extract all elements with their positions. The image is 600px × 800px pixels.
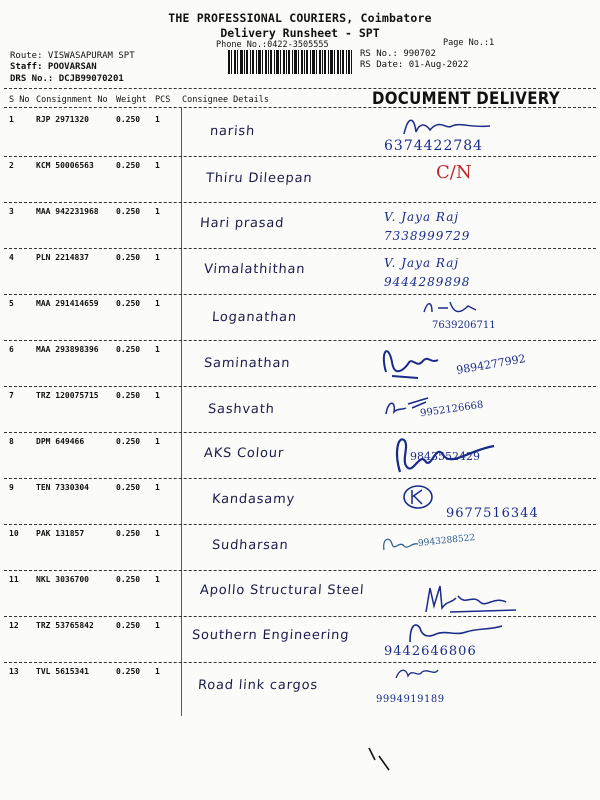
consignment-cell: TRZ 53765842 — [36, 621, 94, 630]
col-consignee: Consignee Details — [182, 95, 269, 105]
pcs-cell: 1 — [155, 437, 160, 446]
consignment-cell: PAK 131857 — [36, 529, 85, 538]
table-row — [0, 156, 600, 202]
table-row — [0, 110, 600, 156]
signature-scrawl — [400, 482, 436, 512]
consignee-name: Southern Engineering — [191, 628, 350, 643]
signature-scrawl — [400, 114, 495, 140]
drs-number: DRS No.: DCJB99070201 — [10, 74, 124, 84]
signature-phone: 6374422784 — [384, 138, 484, 154]
consignment-cell: NKL 3036700 — [36, 575, 89, 584]
signature-phone: 9943288522 — [417, 533, 476, 549]
sno-cell: 2 — [9, 161, 14, 170]
staff-label: Staff: POOVARSAN — [10, 62, 97, 72]
weight-cell: 0.250 — [116, 575, 141, 584]
consignee-name: Vimalathithan — [203, 262, 306, 277]
sno-cell: 6 — [9, 345, 14, 354]
pcs-cell: 1 — [155, 621, 160, 630]
consignee-name: Saminathan — [203, 356, 291, 371]
pcs-cell: 1 — [155, 483, 160, 492]
pcs-cell: 1 — [155, 391, 160, 400]
page-number: Page No.:1 — [443, 38, 495, 48]
pcs-cell: 1 — [155, 575, 160, 584]
consignment-cell: PLN 2214837 — [36, 253, 89, 262]
consignee-name: Sudharsan — [211, 538, 290, 553]
table-row — [0, 386, 600, 432]
weight-cell: 0.250 — [116, 391, 141, 400]
pcs-cell: 1 — [155, 299, 160, 308]
weight-cell: 0.250 — [116, 529, 141, 538]
company-title: THE PROFESSIONAL COURIERS, Coimbatore — [168, 11, 432, 25]
signature-phone: 7639206711 — [432, 320, 496, 331]
weight-cell: 0.250 — [116, 161, 141, 170]
sno-cell: 9 — [9, 483, 14, 492]
consignee-name: Road link cargos — [197, 678, 319, 693]
phone-number: Phone No.:0422-3505555 — [216, 40, 329, 50]
weight-cell: 0.250 — [116, 345, 141, 354]
consignment-cell: MAA 942231968 — [36, 207, 99, 216]
weight-cell: 0.250 — [116, 483, 141, 492]
signature-phone: 9952126668 — [419, 399, 485, 420]
sno-cell: 8 — [9, 437, 14, 446]
consignee-name: Apollo Structural Steel — [199, 583, 365, 598]
sno-cell: 4 — [9, 253, 14, 262]
table-row — [0, 432, 600, 478]
pcs-cell: 1 — [155, 115, 160, 124]
weight-cell: 0.250 — [116, 299, 141, 308]
consignee-name: AKS Colour — [203, 446, 285, 461]
pcs-cell: 1 — [155, 529, 160, 538]
consignment-cell: MAA 293898396 — [36, 345, 99, 354]
weight-cell: 0.250 — [116, 253, 141, 262]
consignee-name: Loganathan — [211, 310, 298, 325]
sno-cell: 1 — [9, 115, 14, 124]
consignee-name: narish — [209, 124, 256, 139]
sno-cell: 13 — [9, 667, 19, 676]
sno-cell: 5 — [9, 299, 14, 308]
sno-cell: 3 — [9, 207, 14, 216]
consignment-cell: RJP 2971320 — [36, 115, 89, 124]
sno-cell: 11 — [9, 575, 19, 584]
signature-phone: 9843552429 — [410, 450, 480, 463]
consignee-name: Hari prasad — [199, 216, 285, 231]
table-row — [0, 478, 600, 524]
table-row — [0, 662, 600, 708]
route-label: Route: VISWASAPURAM SPT — [10, 51, 135, 61]
consignment-cell: MAA 291414659 — [36, 299, 99, 308]
pcs-cell: 1 — [155, 345, 160, 354]
divider — [4, 107, 596, 108]
sno-cell: 10 — [9, 529, 19, 538]
table-row — [0, 294, 600, 340]
pcs-cell: 1 — [155, 253, 160, 262]
signature-phone: 9677516344 — [446, 506, 539, 521]
signature-scrawl — [420, 298, 480, 318]
table-row — [0, 340, 600, 386]
signature-scrawl — [378, 342, 458, 382]
barcode-image — [228, 50, 352, 74]
consignment-cell: TRZ 120075715 — [36, 391, 99, 400]
rs-date: RS Date: 01-Aug-2022 — [360, 60, 469, 70]
consignment-cell: TVL 5615341 — [36, 667, 89, 676]
signature-cn: C/N — [436, 162, 472, 183]
table-row — [0, 202, 600, 248]
weight-cell: 0.250 — [116, 667, 141, 676]
signature-phone: V. Jaya Raj 9444289898 — [384, 256, 471, 289]
signature-phone: 9994919189 — [376, 694, 445, 705]
signature-scrawl — [420, 582, 520, 616]
consignee-name: Sashvath — [207, 402, 276, 417]
signature-phone: V. Jaya Raj 7338999729 — [384, 210, 471, 243]
pcs-cell: 1 — [155, 667, 160, 676]
table-row — [0, 616, 600, 662]
weight-cell: 0.250 — [116, 207, 141, 216]
runsheet-subtitle: Delivery Runsheet - SPT — [220, 26, 380, 40]
signature-phone: 9894277992 — [455, 352, 527, 377]
pcs-cell: 1 — [155, 161, 160, 170]
col-sno: S No — [9, 95, 30, 105]
document-delivery-stamp: DOCUMENT DELIVERY — [372, 87, 560, 109]
sno-cell: 12 — [9, 621, 19, 630]
signature-phone: 9442646806 — [384, 644, 477, 659]
rs-number: RS No.: 990702 — [360, 49, 436, 59]
signature-scrawl — [392, 664, 442, 682]
consignment-cell: TEN 7330304 — [36, 483, 89, 492]
sno-cell: 7 — [9, 391, 14, 400]
weight-cell: 0.250 — [116, 115, 141, 124]
col-weight: Weight — [116, 95, 147, 105]
consignment-cell: KCM 50006563 — [36, 161, 94, 170]
pen-mark — [365, 744, 395, 774]
weight-cell: 0.250 — [116, 621, 141, 630]
weight-cell: 0.250 — [116, 437, 141, 446]
consignee-name: Kandasamy — [211, 492, 296, 507]
table-row — [0, 248, 600, 294]
col-consignment: Consignment No — [36, 95, 108, 105]
consignment-cell: DPM 649466 — [36, 437, 85, 446]
table-row — [0, 570, 600, 616]
signature-scrawl — [380, 532, 420, 556]
consignee-name: Thiru Dileepan — [205, 171, 313, 186]
pcs-cell: 1 — [155, 207, 160, 216]
col-pcs: PCS — [155, 95, 171, 105]
table-row — [0, 524, 600, 570]
